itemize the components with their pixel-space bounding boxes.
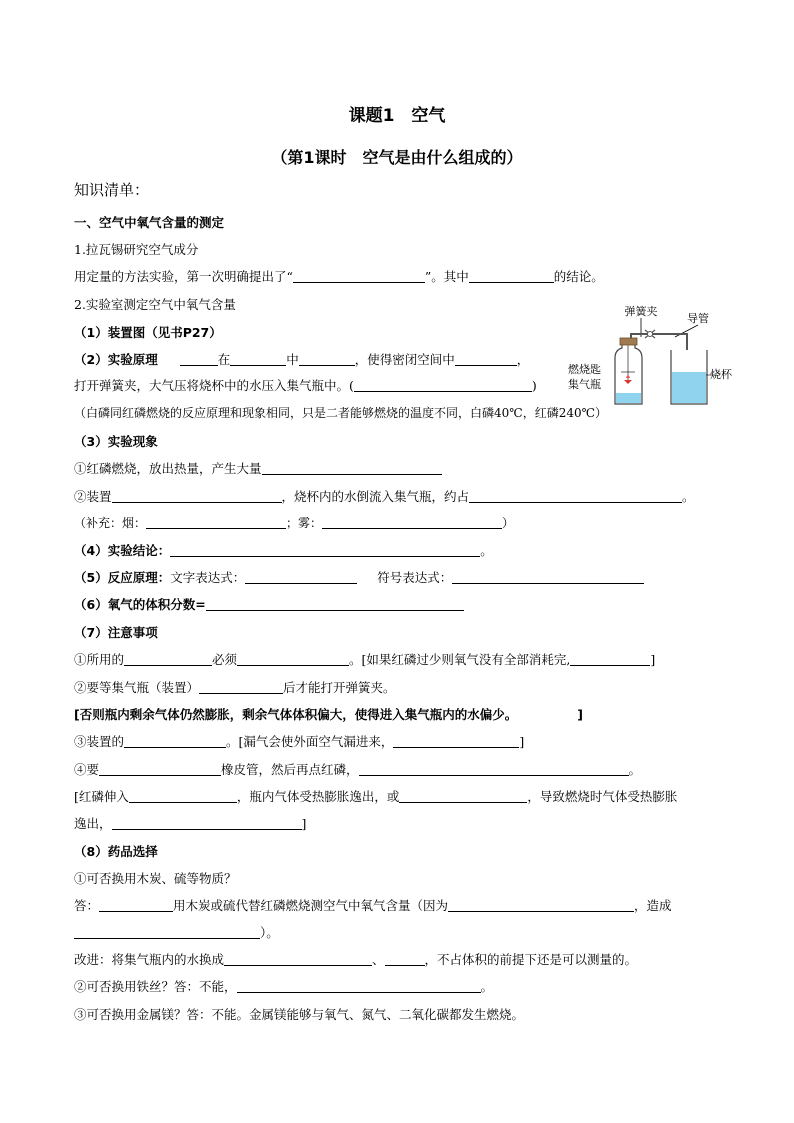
- apparatus-diagram: [565, 300, 745, 415]
- p2-line: [74, 351, 529, 369]
- p7-f: [74, 788, 677, 806]
- item-1-heading: 1.拉瓦锡研究空气成分: [74, 242, 199, 257]
- blank[interactable]: [237, 979, 481, 993]
- blank[interactable]: [262, 461, 442, 475]
- text: ]: [301, 816, 307, 831]
- p2-line-2: [74, 377, 537, 395]
- label-spring-clip: 弹簧夹: [624, 305, 658, 318]
- p4-line: [74, 542, 493, 560]
- page-subtitle: （第1课时 空气是由什么组成的）: [271, 148, 523, 167]
- text: 后才能打开弹簧夹。: [283, 680, 396, 695]
- text: 橡皮管，然后再点红磷，: [221, 762, 359, 777]
- p3-a: [74, 460, 442, 478]
- blank[interactable]: [99, 898, 173, 912]
- label-bottle: 集气瓶: [568, 378, 601, 391]
- text: 必须: [212, 652, 238, 667]
- text: ③装置的: [74, 734, 125, 749]
- blank[interactable]: [230, 352, 286, 366]
- text: ，烧杯内的水倒流入集气瓶，约占: [281, 489, 470, 504]
- p3-b: [74, 488, 695, 506]
- text: 。[漏气会使外面空气漏进来，: [226, 734, 394, 749]
- blank[interactable]: [224, 952, 372, 966]
- p3-heading: （3）实验现象: [74, 434, 158, 449]
- text: ）: [502, 516, 515, 530]
- blank[interactable]: [124, 734, 226, 748]
- p7-g: [74, 815, 306, 833]
- section-heading-1: 一、空气中氧气含量的测定: [74, 215, 225, 230]
- p8-f: ③可否换用金属镁？答：不能。金属镁能够与氧气、氮气、二氧化碳都发生燃烧。: [74, 1007, 525, 1022]
- text: ①所用的: [74, 652, 125, 667]
- text: 。: [628, 762, 642, 777]
- text: （补充：烟：: [74, 516, 147, 530]
- item-2-heading: 2.实验室测定空气中氧气含量: [74, 297, 236, 312]
- p7-a: [74, 651, 655, 669]
- blank[interactable]: [124, 652, 212, 666]
- blank[interactable]: [293, 269, 425, 283]
- blank[interactable]: [129, 789, 237, 803]
- text: ，使得密闭空间中: [354, 352, 455, 367]
- text: （5）反应原理：: [74, 570, 171, 585]
- text: ): [531, 378, 537, 393]
- blank[interactable]: [570, 652, 650, 666]
- text: 文字表达式：: [170, 570, 246, 585]
- text: 符号表达式：: [377, 570, 453, 585]
- blank[interactable]: [199, 680, 283, 694]
- text: ]: [519, 734, 525, 749]
- p8-e: [74, 978, 493, 996]
- text: 打开弹簧夹，大气压将烧杯中的水压入集气瓶中。(: [74, 378, 354, 393]
- text: ；雾：: [286, 516, 323, 530]
- p7-b: [74, 679, 396, 697]
- text: ①红磷燃烧，放出热量，产生大量: [74, 461, 262, 476]
- p2-label: （2）实验原理: [74, 352, 158, 367]
- item-1-line: [74, 268, 604, 286]
- text: 、: [372, 952, 385, 967]
- text: 逸出，: [74, 816, 112, 831]
- text: 答：: [74, 898, 100, 913]
- blank[interactable]: [359, 762, 629, 776]
- text: 。[如果红磷过少则氧气没有全部消耗完,: [349, 652, 571, 667]
- p7-heading: （7）注意事项: [74, 625, 158, 640]
- text: [否则瓶内剩余气体仍然膨胀，剩余气体体积偏大，使得进入集气瓶内的水偏少。: [74, 707, 518, 722]
- blank[interactable]: [455, 352, 517, 366]
- text: 用木炭或硫代替红磷燃烧测空气中氧气含量（因为: [173, 898, 449, 913]
- blank[interactable]: [170, 543, 480, 557]
- page-title: 课题1 空气: [348, 106, 446, 126]
- text: 在: [217, 352, 231, 367]
- p8-a: ①可否换用木炭、硫等物质？: [74, 871, 237, 886]
- text: ）。: [260, 925, 279, 940]
- text: [红磷伸入: [74, 789, 129, 804]
- text: ，: [516, 352, 530, 367]
- text: （4）实验结论：: [74, 543, 171, 558]
- blank[interactable]: [322, 515, 502, 529]
- p5-line: [74, 569, 644, 587]
- text: ]: [650, 652, 656, 667]
- text: 的结论。: [553, 269, 604, 284]
- blank[interactable]: [469, 489, 682, 503]
- text: ②要等集气瓶（装置）: [74, 680, 200, 695]
- blank[interactable]: [245, 570, 357, 584]
- text: 中: [286, 352, 299, 367]
- text: 。: [682, 489, 695, 504]
- text: ”。其中: [424, 269, 469, 284]
- p8-b: [74, 897, 672, 915]
- blank[interactable]: [74, 925, 260, 939]
- text: ，瓶内气体受热膨胀逸出，或: [236, 789, 400, 804]
- blank[interactable]: [469, 269, 554, 283]
- p8-heading: （8）药品选择: [74, 844, 158, 859]
- p2-note: （白磷同红磷燃烧的反应原理和现象相同，只是二者能够燃烧的温度不同，白磷40℃，红磷240℃）: [74, 406, 608, 420]
- p8-d: [74, 951, 637, 969]
- blank[interactable]: [237, 652, 349, 666]
- blank[interactable]: [452, 570, 644, 584]
- text: ，不占体积的前提下还是可以测量的。: [424, 952, 638, 967]
- p7-c: [74, 706, 583, 724]
- section-label: 知识清单：: [74, 181, 150, 199]
- blank[interactable]: [393, 734, 519, 748]
- label-tube: 导管: [687, 312, 709, 325]
- blank[interactable]: [180, 352, 218, 366]
- text: ④要: [74, 762, 100, 777]
- blank[interactable]: [112, 816, 302, 830]
- p8-c: [74, 924, 279, 942]
- text: ②可否换用铁丝？答：不能，: [74, 979, 237, 994]
- blank[interactable]: [299, 352, 355, 366]
- p6-line: [74, 596, 464, 614]
- blank[interactable]: [146, 515, 286, 529]
- bottle-water: [616, 393, 641, 403]
- text: ②装置: [74, 489, 112, 504]
- p7-e: [74, 761, 641, 779]
- text: 。: [480, 979, 494, 994]
- blank[interactable]: [206, 597, 464, 611]
- p7-d: [74, 733, 524, 751]
- blank[interactable]: [399, 789, 527, 803]
- p3-c: [74, 514, 514, 532]
- text: ，导致燃烧时气体受热膨胀: [527, 789, 678, 804]
- blank[interactable]: [112, 489, 282, 503]
- text: ，造成: [634, 898, 672, 913]
- p1-line: （1）装置图（见书P27）: [74, 325, 222, 340]
- label-spoon: 燃烧匙: [568, 363, 601, 376]
- text: 改进：将集气瓶内的水换成: [74, 952, 225, 967]
- text: 。: [480, 543, 493, 558]
- text: 用定量的方法实验，第一次明确提出了“: [74, 269, 293, 284]
- blank[interactable]: [99, 762, 221, 776]
- blank[interactable]: [385, 952, 425, 966]
- blank[interactable]: [448, 898, 634, 912]
- text: （6）氧气的体积分数=: [74, 597, 206, 612]
- text: ]: [577, 707, 583, 722]
- label-beaker: 烧杯: [710, 368, 732, 381]
- blank[interactable]: [354, 378, 532, 392]
- beaker-water: [672, 372, 706, 403]
